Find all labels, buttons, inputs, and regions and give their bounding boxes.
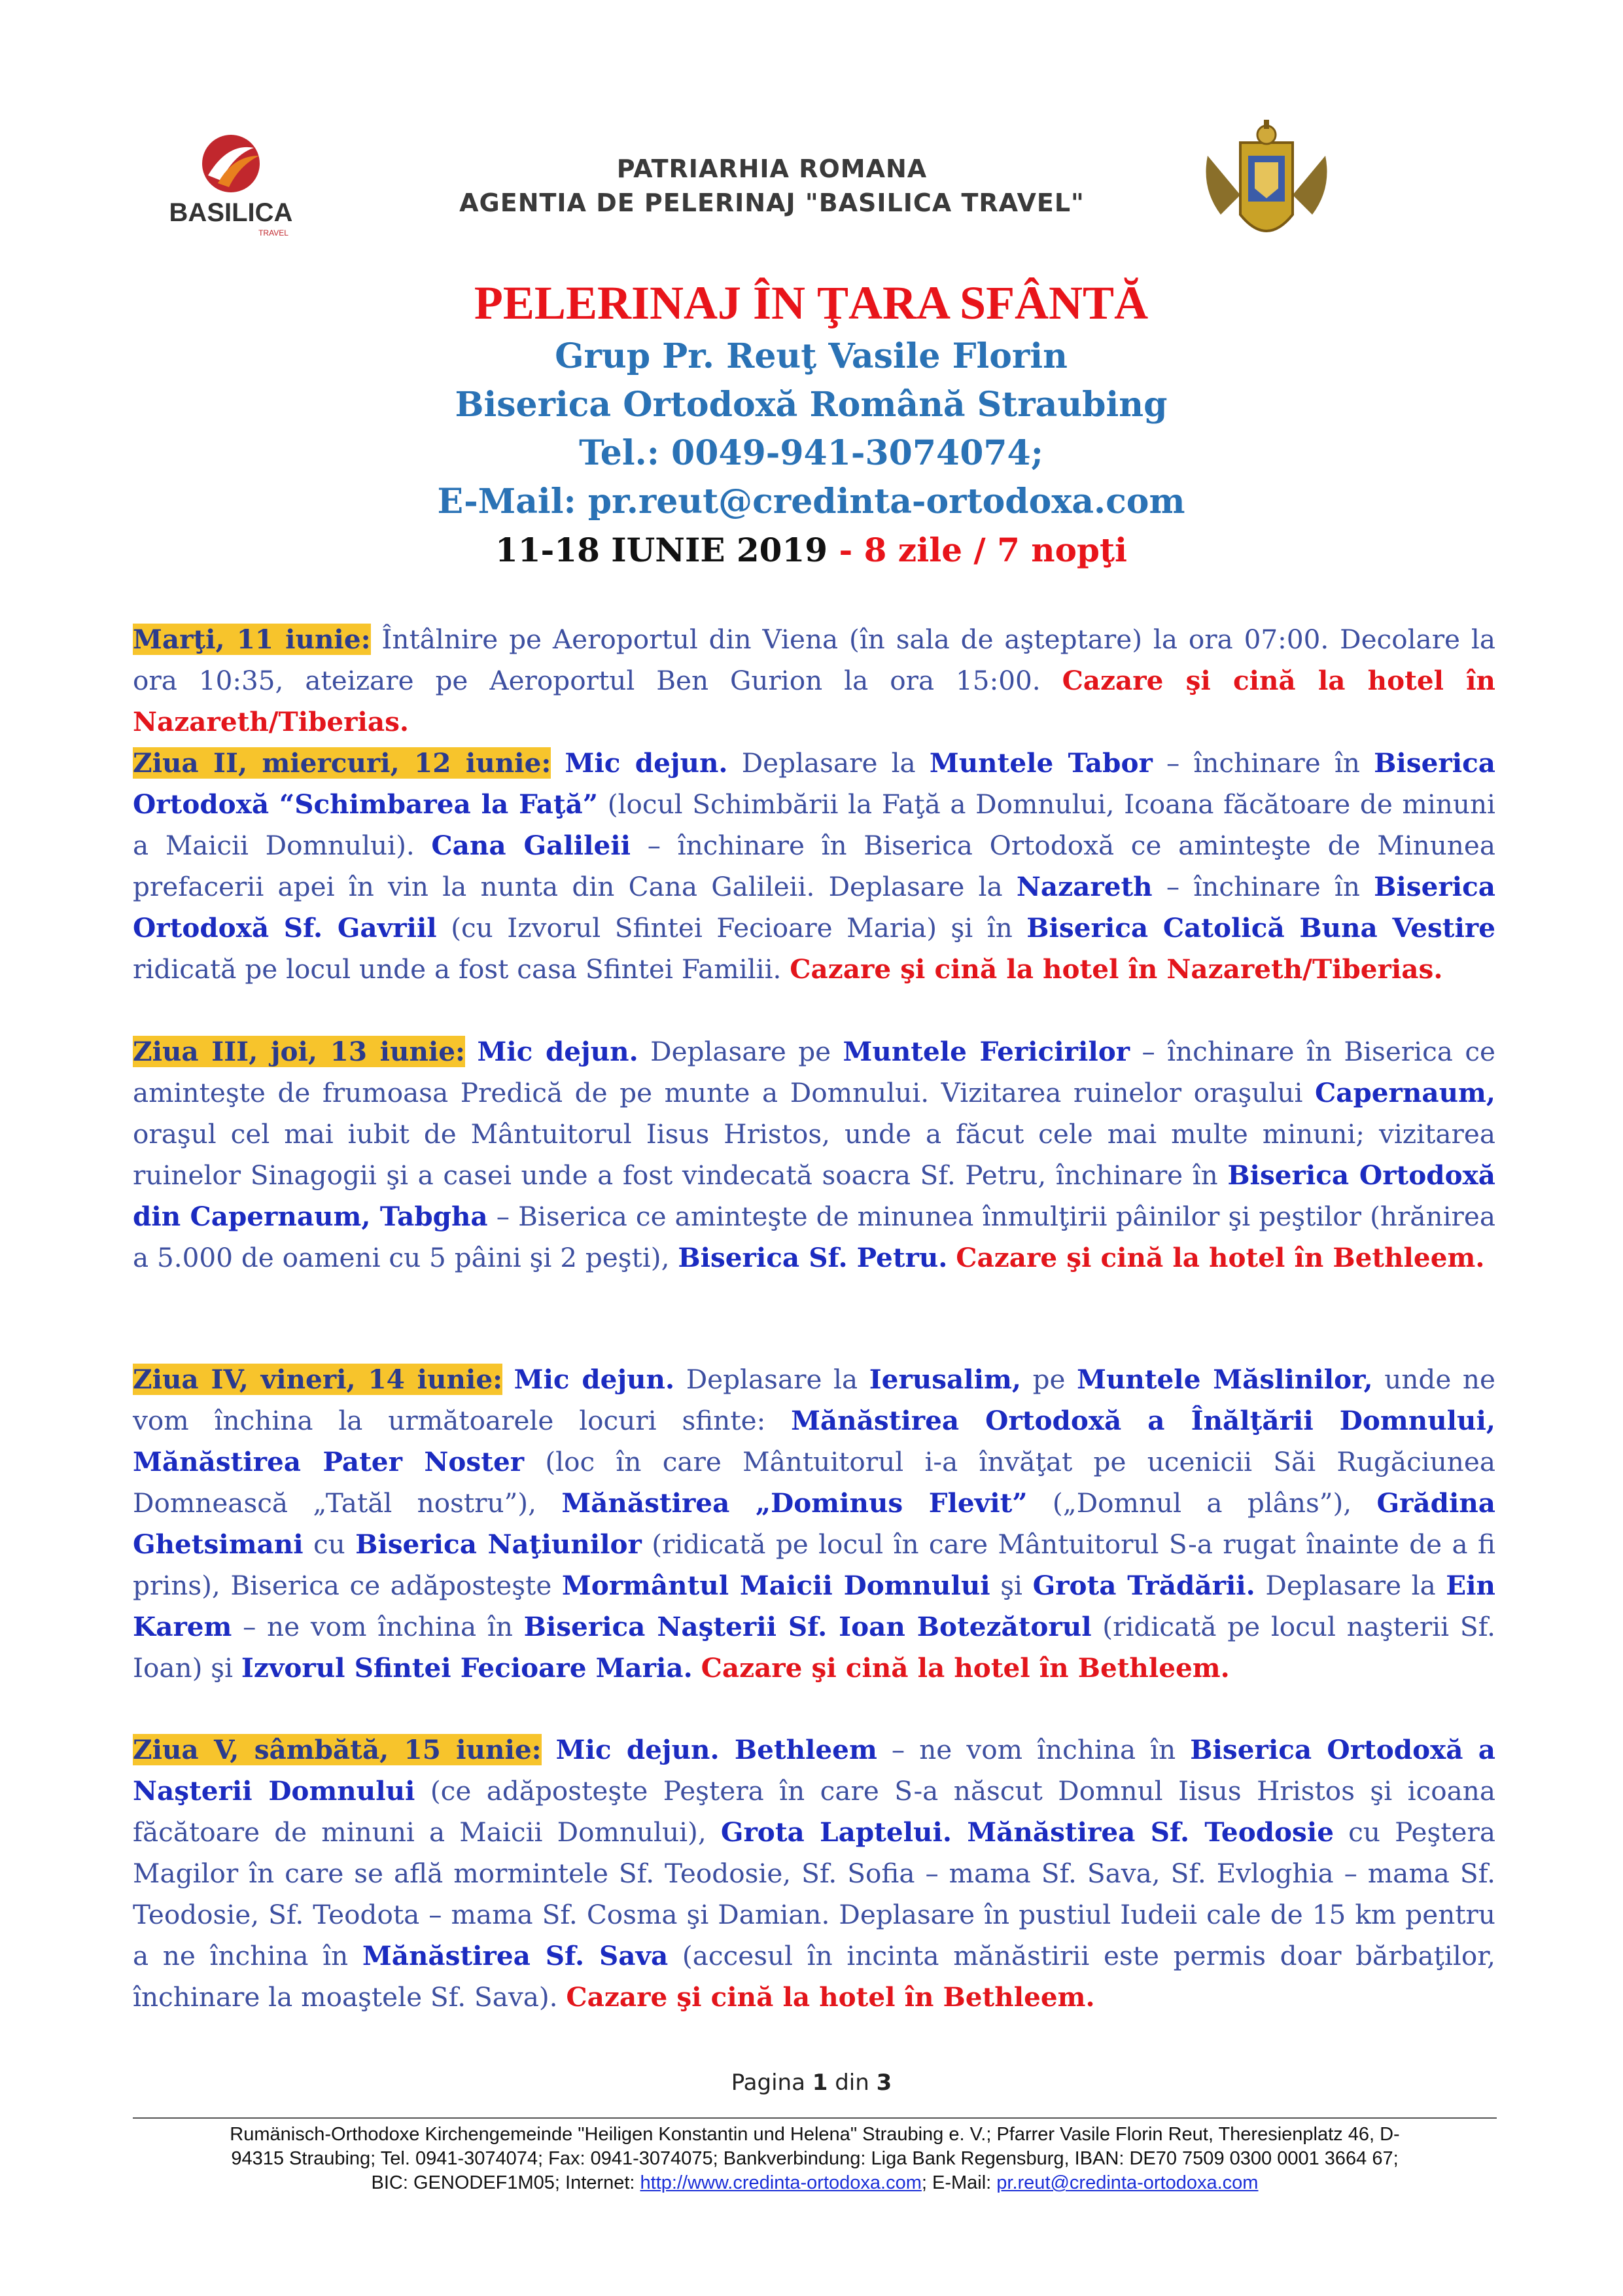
place-name: Biserica Naţiunilor [355, 1528, 642, 1560]
place-name: Biserica Naşterii Sf. Ioan Botezătorul [523, 1611, 1092, 1642]
accommodation-note: Cazare şi cină la hotel în Bethleem. [956, 1242, 1485, 1273]
itinerary-day [133, 1031, 1495, 1279]
place-name: Grota Laptelui. Mănăstirea Sf. Teodosie [720, 1816, 1334, 1848]
place-name: Mormântul Maicii Domnului [561, 1570, 990, 1601]
place-name: Biserica Ortodoxă Sf. Gavriil [133, 871, 1495, 944]
logo-subtext: TRAVEL [258, 228, 288, 238]
description-text: – ne vom închina în [877, 1734, 1191, 1765]
description-text [693, 1652, 701, 1684]
accommodation-note: Cazare şi cină la hotel în Nazareth/Tiberias. [790, 953, 1443, 985]
description-text: – închinare în [1152, 747, 1374, 779]
place-name: Grota Trădării. [1032, 1570, 1255, 1601]
place-name: Biserica Sf. Petru. [678, 1242, 948, 1273]
page-title: PELERINAJ ÎN ŢARA SFÂNTĂ [474, 277, 1149, 329]
place-name: Ein Karem [133, 1570, 1495, 1642]
contact-phone: Tel.: 0049-941-3074074; [579, 433, 1043, 473]
description-text: – închinare în [1152, 871, 1374, 902]
basilica-travel-logo [156, 130, 306, 247]
description-text: (loc în care Mântuitorul i-a învăţat pe ucenicii Săi Rugăciunea Domnească „Tatăl nostru”), [133, 1446, 1495, 1519]
place-name: Biserica Catolică Buna Vestire [1026, 912, 1495, 944]
place-name: Mic dejun. [565, 747, 728, 779]
description-text: (locul Schimbării la Faţă a Domnului, Icoana făcătoare de minuni a Maicii Domnului). [133, 788, 1495, 861]
itinerary-day [133, 743, 1495, 990]
day-heading: Ziua V, sâmbătă, 15 iunie: [133, 1734, 542, 1765]
description-text: cu Peştera Magilor în care se află mormintele Sf. Teodosie, Sf. Sofia – mama Sf. Sava, Sf. Evloghia – mama Sf. Teodosie, Sf. Teodota – mama Sf. Cosma şi Damian. Deplasare în pustiul Iudeii cale de 15 km pentru a ne închina în [133, 1816, 1496, 1971]
description-text: oraşul cel mai iubit de Mântuitorul Iisus Hristos, unde a făcut cele mai multe minuni; vizitarea ruinelor Sinagogii şi a casei unde a fost vindecată soacra Sf. Petru, închinare în [133, 1118, 1495, 1191]
agency-heading [353, 152, 1191, 220]
footer [133, 2123, 1497, 2195]
place-name: Mănăstirea „Dominus Flevit” [561, 1487, 1028, 1519]
description-text: (ce adăposteşte Peştera în care S-a născut Domnul Iisus Hristos şi icoana făcătoare de minuni a Maicii Domnului), [133, 1775, 1495, 1848]
page-number [0, 2070, 1623, 2096]
group-leader: Grup Pr. Reuţ Vasile Florin [555, 336, 1068, 376]
place-name: Biserica Ortodoxă a Naşterii Domnului [133, 1734, 1496, 1807]
day-heading: Ziua III, joi, 13 iunie: [133, 1036, 466, 1067]
description-text: – Biserica ce aminteşte de minunea înmulţirii pâinilor şi peştilor (hrănirea a 5.000 de oameni cu 5 pâini şi 2 peşti), [133, 1201, 1495, 1273]
place-name: Capernaum, [1315, 1077, 1495, 1108]
description-text [551, 747, 565, 779]
itinerary-day [133, 1359, 1495, 1689]
day-heading: Marţi, 11 iunie: [133, 624, 371, 655]
description-text: unde ne vom închina la următoarele locuri sfinte: [133, 1364, 1495, 1436]
place-name: Mic dejun. Bethleem [555, 1734, 877, 1765]
description-text: – ne vom închina în [232, 1611, 524, 1642]
description-text [502, 1364, 514, 1395]
pager-prefix: Pagina [731, 2070, 812, 2096]
place-name: Mic dejun. [477, 1036, 638, 1067]
description-text [465, 1036, 477, 1067]
accommodation-note: Cazare şi cină la hotel în Bethleem. [566, 1981, 1095, 2013]
place-name: Grădina Ghetsimani [133, 1487, 1496, 1560]
dates-range: 11-18 IUNIE 2019 [495, 531, 828, 569]
description-text: Întâlnire pe Aeroportul din Viena (în sala de aşteptare) la ora 07:00. Decolare la ora 10:35, ateizare pe Aeroportul Ben Gurion la ora 15:00. [133, 624, 1495, 696]
description-text: („Domnul a plâns”), [1027, 1487, 1377, 1519]
footer-line-3 [133, 2171, 1497, 2195]
footer-line-1: Rumänisch-Orthodoxe Kirchengemeinde "Heiligen Konstantin und Helena" Straubing e. V.; Pfarrer Vasile Florin Reut, Theresienplatz 46, D- [230, 2124, 1400, 2145]
description-text: şi [990, 1570, 1033, 1601]
footer-email-label: ; E-Mail: [921, 2172, 997, 2193]
trip-duration: - 8 zile / 7 nopţi [828, 531, 1128, 569]
title-block [131, 274, 1492, 574]
pager-middle: din [828, 2070, 877, 2096]
logo-text: BASILICA [169, 198, 293, 227]
description-text [947, 1242, 956, 1273]
patriarchate-crest-icon [1195, 116, 1338, 260]
description-text: Deplasare la [1255, 1570, 1446, 1601]
place-name: Biserica Ortodoxă din Capernaum, Tabgha [133, 1159, 1495, 1232]
email-link[interactable]: pr.reut@credinta-ortodoxa.com [996, 2172, 1259, 2193]
accommodation-note: Cazare şi cină la hotel în Bethleem. [701, 1652, 1230, 1684]
description-text: Deplasare la [727, 747, 930, 779]
description-text: ridicată pe locul unde a fost casa Sfintei Familii. [133, 953, 790, 985]
place-name: Izvorul Sfintei Fecioare Maria. [241, 1652, 693, 1684]
place-name: Mănăstirea Sf. Sava [362, 1940, 669, 1971]
footer-divider [133, 2117, 1497, 2119]
description-text: (ridicată pe locul în care Mântuitorul S-a rugat înainte de a fi prins), Biserica ce adăposteşte [133, 1528, 1496, 1601]
description-text: – închinare în Biserica Ortodoxă ce aminteşte de Minunea prefacerii apei în vin la nunta din Cana Galileii. Deplasare la [133, 830, 1495, 902]
description-text: Deplasare pe [638, 1036, 843, 1067]
trip-dates [131, 526, 1492, 574]
pager-current: 1 [812, 2070, 828, 2096]
place-name: Mic dejun. [514, 1364, 675, 1395]
description-text: (cu Izvorul Sfintei Fecioare Maria) şi în [436, 912, 1027, 944]
website-link[interactable]: http://www.credinta-ortodoxa.com [640, 2172, 922, 2193]
description-text [542, 1734, 556, 1765]
description-text: – închinare în Biserica ce aminteşte de frumoasa Predică de pe munte a Domnului. Vizitarea ruinelor oraşului [133, 1036, 1495, 1108]
place-name: Muntele Tabor [929, 747, 1153, 779]
place-name: Biserica Ortodoxă “Schimbarea la Faţă” [133, 747, 1495, 820]
description-text: pe [1021, 1364, 1077, 1395]
place-name: Ierusalim, [869, 1364, 1021, 1395]
church-name: Biserica Ortodoxă Română Straubing [455, 385, 1168, 425]
accommodation-note: Cazare şi cină la hotel în Nazareth/Tiberias. [133, 665, 1495, 737]
footer-bic: BIC: GENODEF1M05; Internet: [371, 2172, 640, 2193]
place-name: Cana Galileii [431, 830, 631, 861]
pager-total: 3 [876, 2070, 892, 2096]
description-text: cu [303, 1528, 356, 1560]
description-text: (ridicată pe locul naşterii Sf. Ioan) şi [133, 1611, 1495, 1684]
description-text: (accesul în incinta mănăstirii este permis doar bărbaţilor, închinare la moaştele Sf. Sava). [133, 1940, 1495, 2013]
place-name: Muntele Măslinilor, [1077, 1364, 1373, 1395]
itinerary-day [133, 1729, 1495, 2018]
place-name: Muntele Fericirilor [843, 1036, 1130, 1067]
description-text: Deplasare la [674, 1364, 869, 1395]
org-line-2: AGENTIA DE PELERINAJ "BASILICA TRAVEL" [459, 188, 1085, 217]
itinerary-day [133, 619, 1495, 743]
contact-email: E-Mail: pr.reut@credinta-ortodoxa.com [437, 482, 1185, 521]
day-heading: Ziua IV, vineri, 14 iunie: [133, 1364, 503, 1395]
day-heading: Ziua II, miercuri, 12 iunie: [133, 747, 551, 779]
place-name: Nazareth [1016, 871, 1153, 902]
footer-line-2: 94315 Straubing; Tel. 0941-3074074; Fax: 0941-3074075; Bankverbindung: Liga Bank Regensburg, IBAN: DE70 7509 0300 0001 3664 67; [231, 2148, 1399, 2169]
place-name: Mănăstirea Ortodoxă a Înălţării Domnului, Mănăstirea Pater Noster [133, 1405, 1495, 1477]
org-line-1: PATRIARHIA ROMANA [616, 154, 928, 183]
